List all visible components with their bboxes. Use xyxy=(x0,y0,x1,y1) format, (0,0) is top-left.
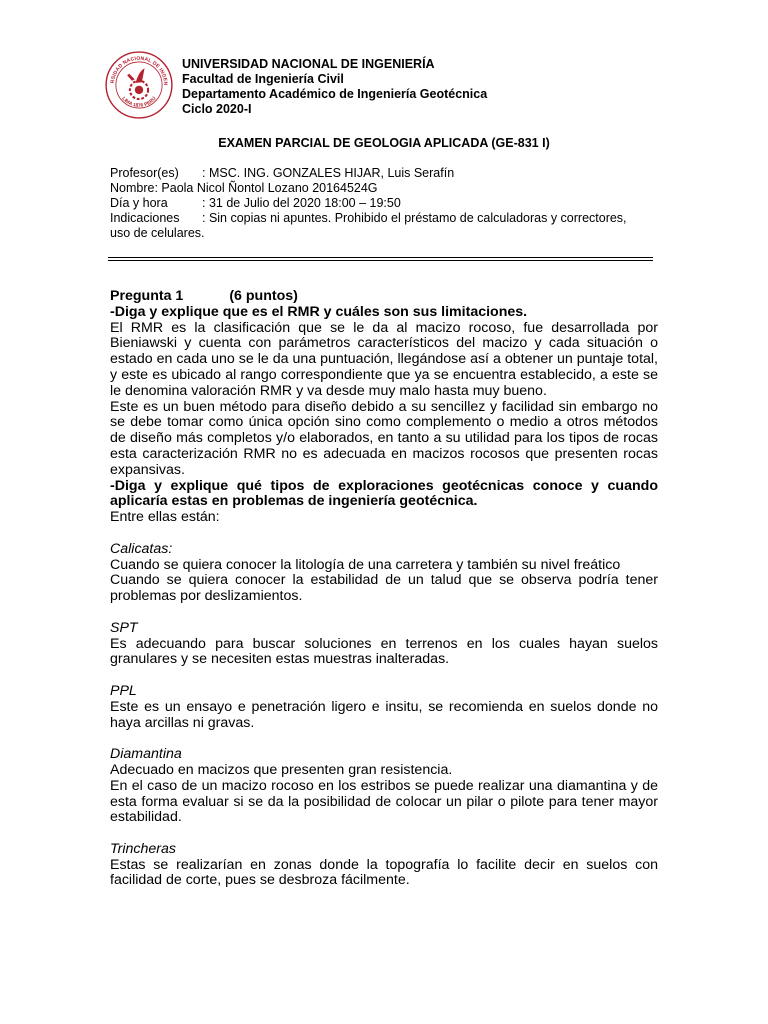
cycle: Ciclo 2020-I xyxy=(182,102,252,116)
diamantina-paragraph-2: En el caso de un macizo rocoso en los estribos se puede realizar una diamantina y de esta forma evaluar si se da la posibilidad de colocar un pilar o pilote para tener mayor estabilidad. xyxy=(110,777,658,826)
trincheras-title: Trincheras xyxy=(110,840,176,857)
q1b-heading: -Diga y explique qué tipos de exploraciones geotécnicas conoce y cuando aplicaría estas en problemas de ingeniería geotécnica. xyxy=(110,477,658,510)
date-value: : 31 de Julio del 2020 18:00 – 19:50 xyxy=(202,196,401,210)
question-1-label: Pregunta 1 xyxy=(110,288,184,304)
indications-continuation: uso de celulares. xyxy=(110,226,205,240)
question-1-points: (6 puntos) xyxy=(229,288,298,304)
date-label: Día y hora xyxy=(110,196,168,210)
student-name: Nombre: Paola Nicol Ñontol Lozano 20164524G xyxy=(110,181,378,195)
calicatas-paragraph-1: Cuando se quiera conocer la litología de una carretera y también su nivel freático xyxy=(110,556,621,573)
exam-title: EXAMEN PARCIAL DE GEOLOGIA APLICADA (GE-831 I) xyxy=(218,136,550,150)
professor-row xyxy=(110,166,655,181)
spt-paragraph: Es adecuando para buscar soluciones en terrenos en los cuales hayan suelos granulares y se necesiten estas muestras inalteradas. xyxy=(110,635,658,668)
diamantina-paragraph-1: Adecuado en macizos que presenten gran resistencia. xyxy=(110,761,453,778)
calicatas-title: Calicatas: xyxy=(110,540,173,557)
ppl-title: PPL xyxy=(110,682,137,699)
faculty-name: Facultad de Ingeniería Civil xyxy=(182,72,344,86)
svg-text:LIMA 1876 PERÚ: LIMA 1876 PERÚ xyxy=(120,96,158,109)
q1a-heading: -Diga y explique que es el RMR y cuáles son sus limitaciones. xyxy=(110,303,528,320)
university-name: UNIVERSIDAD NACIONAL DE INGENIERÍA xyxy=(182,57,435,71)
exam-info xyxy=(110,166,655,241)
exam-answers xyxy=(110,289,658,889)
svg-text:UNIVERSIDAD NACIONAL DE INGENI: RSIDAD NACIONAL DE INGEN xyxy=(109,55,169,86)
q1a-paragraph-2: Este es un buen método para diseño debido a su sencillez y facilidad sin embargo no se debe tomar como única opción sino como complemento o medio a otros métodos de diseño más completos y/o elaborados, en tanto a su utilidad para los tipos de rocas esta caracterización RMR no es adecuada en macizos rocosos que presenten rocas expansivas. xyxy=(110,398,658,478)
diamantina-title: Diamantina xyxy=(110,746,182,763)
spt-title: SPT xyxy=(110,619,138,636)
date-row xyxy=(110,196,655,211)
professor-value: : MSC. ING. GONZALES HIJAR, Luis Serafín xyxy=(202,166,455,180)
divider-top xyxy=(108,257,653,258)
indications-label: Indicaciones xyxy=(110,211,180,225)
trincheras-paragraph: Estas se realizarían en zonas donde la topografía lo facilite decir en suelos con facilidad de corte, pues se desbroza fácilmente. xyxy=(110,856,658,889)
q1a-paragraph-1: El RMR es la clasificación que se le da al macizo rocoso, fue desarrollada por Bieniawski y cuenta con parámetros característicos del macizo y cada situación o estado en cada uno se le da una puntuación, llegándose así a obtener un puntaje total, y este es ubicado al rango correspondiente que ya se encuentra establecido, a este se le denomina valoración RMR y va desde muy malo hasta muy bueno. xyxy=(110,319,658,399)
question-1-header xyxy=(110,289,658,305)
calicatas-paragraph-2: Cuando se quiera conocer la estabilidad de un talud que se observa podría tener problemas por deslizamientos. xyxy=(110,572,658,605)
institution-header xyxy=(182,57,487,117)
indications-value: : Sin copias ni apuntes. Prohibido el préstamo de calculadoras y correctores, xyxy=(202,211,627,225)
ppl-paragraph: Este es un ensayo e penetración ligero e insitu, se recomienda en suelos donde no haya arcillas ni gravas. xyxy=(110,698,658,731)
university-seal-icon xyxy=(104,50,174,120)
department-name: Departamento Académico de Ingeniería Geotécnica xyxy=(182,87,488,101)
indications-row xyxy=(110,211,655,226)
professor-label: Profesor(es) xyxy=(110,166,179,180)
q1b-intro: Entre ellas están: xyxy=(110,509,220,526)
divider-bottom xyxy=(108,260,653,261)
